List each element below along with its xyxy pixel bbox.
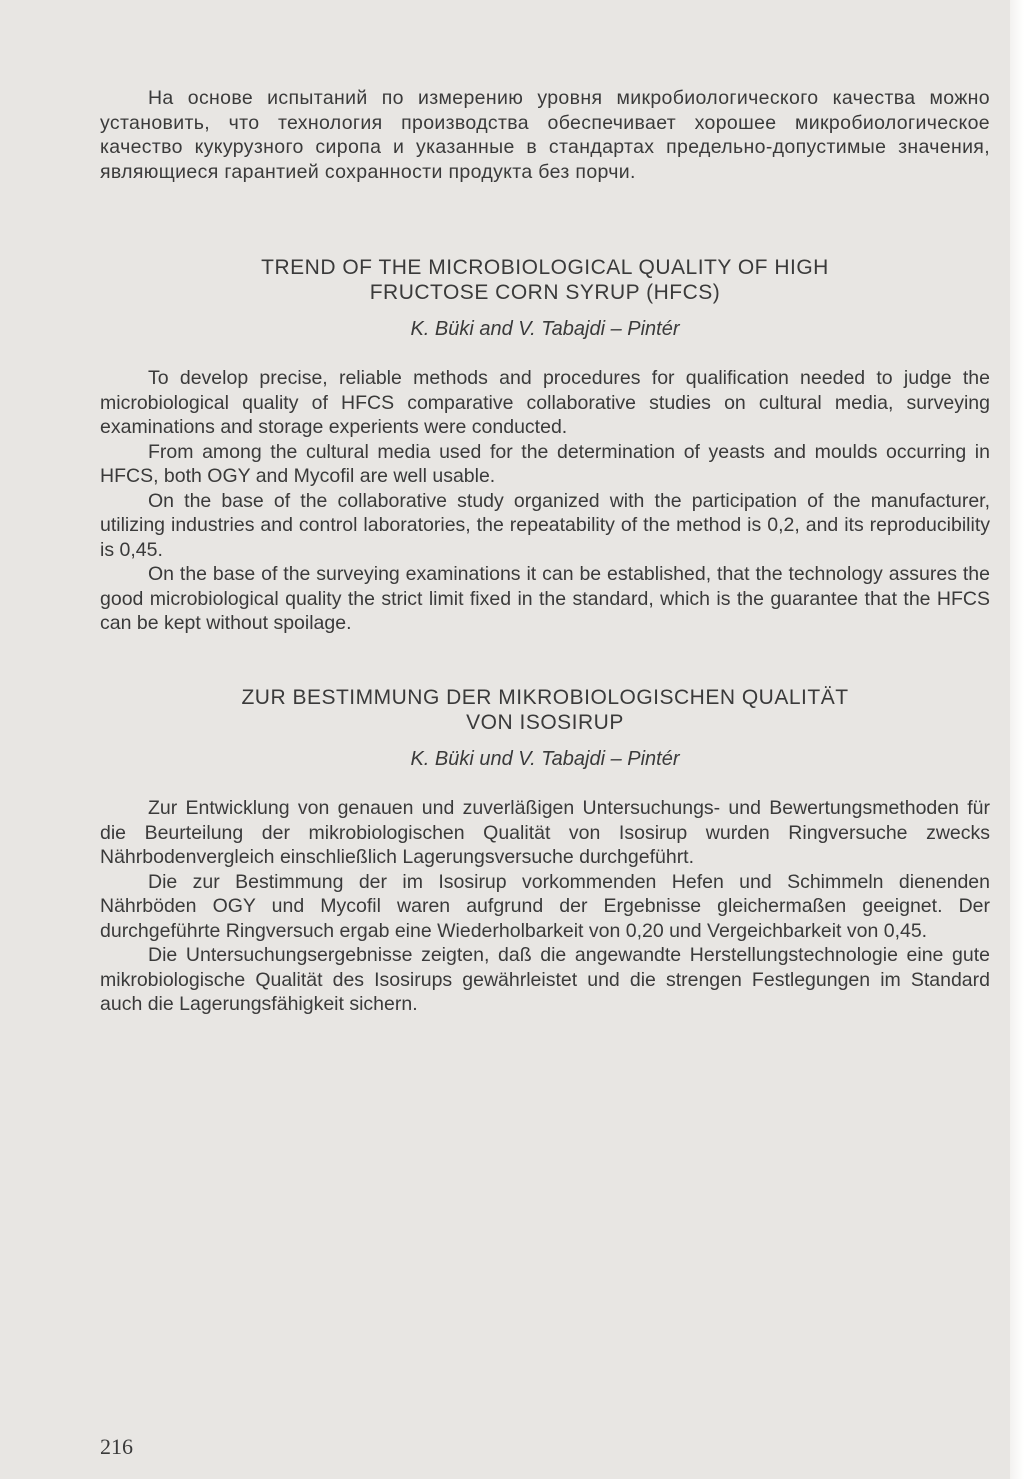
english-summary-authors: K. Büki and V. Tabajdi – Pintér — [410, 318, 680, 340]
german-summary — [100, 796, 990, 1017]
russian-summary — [100, 86, 990, 184]
german-title-line-1: ZUR BESTIMMUNG DER MIKROBIOLOGISCHEN QUALITÄT — [241, 686, 849, 709]
page-number: 216 — [100, 1434, 133, 1459]
english-summary-title — [100, 256, 990, 305]
english-paragraph-4: On the base of the surveying examinations it can be established, that the technology assures the good microbiological quality the strict limit fixed in the standard, which is the guarantee that the HFCS can be kept without spoilage. — [100, 563, 990, 634]
russian-summary-paragraph: На основе испытаний по измерению уровня микробиологического качества можно установить, что технология производства обеспечивает хорошее микробиологическое качество кукурузного сиропа и указанные в стандартах предельно-допустимые значения, являющиеся гарантией сохранности продукта без порчи. — [100, 87, 990, 183]
german-paragraph-1: Zur Entwicklung von genauen und zuverläßigen Untersuchungs- und Bewertungsmethoden für die Beurteilung der mikrobiologischen Qualität von Isosirup wurden Ringversuche zwecks Nährbodenvergleich einschließlich Lagerungsversuche durchgeführt. — [100, 797, 990, 868]
german-summary-authors: K. Büki und V. Tabajdi – Pintér — [410, 748, 680, 770]
german-paragraph-3: Die Untersuchungsergebnisse zeigten, daß die angewandte Herstellungstechnologie eine gute mikrobiologische Qualität des Isosirups gewährleistet und die strengen Festlegungen im Standard auch die Lagerungsfähigkeit sichern. — [100, 944, 990, 1015]
english-summary — [100, 366, 990, 636]
page-edge — [1010, 0, 1024, 1479]
english-title-line-2: FRUCTOSE CORN SYRUP (HFCS) — [369, 280, 721, 304]
english-paragraph-1: To develop precise, reliable methods and procedures for qualification needed to judge the microbiological quality of HFCS comparative collaborative studies on cultural media, surveying examinations and storage experients were conducted. — [100, 367, 990, 438]
english-paragraph-3: On the base of the collaborative study organized with the participation of the manufacturer, utilizing industries and control laboratories, the repeatability of the method is 0,2, and its reproducibility is 0,45. — [100, 489, 990, 561]
german-summary-title — [100, 686, 990, 735]
english-paragraph-2: From among the cultural media used for the determination of yeasts and moulds occurring in HFCS, both OGY and Mycofil are well usable. — [100, 440, 990, 487]
english-title-line-1: TREND OF THE MICROBIOLOGICAL QUALITY OF HIGH — [261, 256, 829, 279]
german-paragraph-2: Die zur Bestimmung der im Isosirup vorkommenden Hefen und Schimmeln dienenden Nährböden OGY und Mycofil waren aufgrund der Ergebnisse gleichermaßen geeignet. Der durchgeführte Ringversuch ergab eine Wiederholbarkeit von 0,20 und Vergeichbarkeit von 0,45. — [100, 870, 990, 942]
german-title-line-2: VON ISOSIRUP — [466, 710, 624, 734]
